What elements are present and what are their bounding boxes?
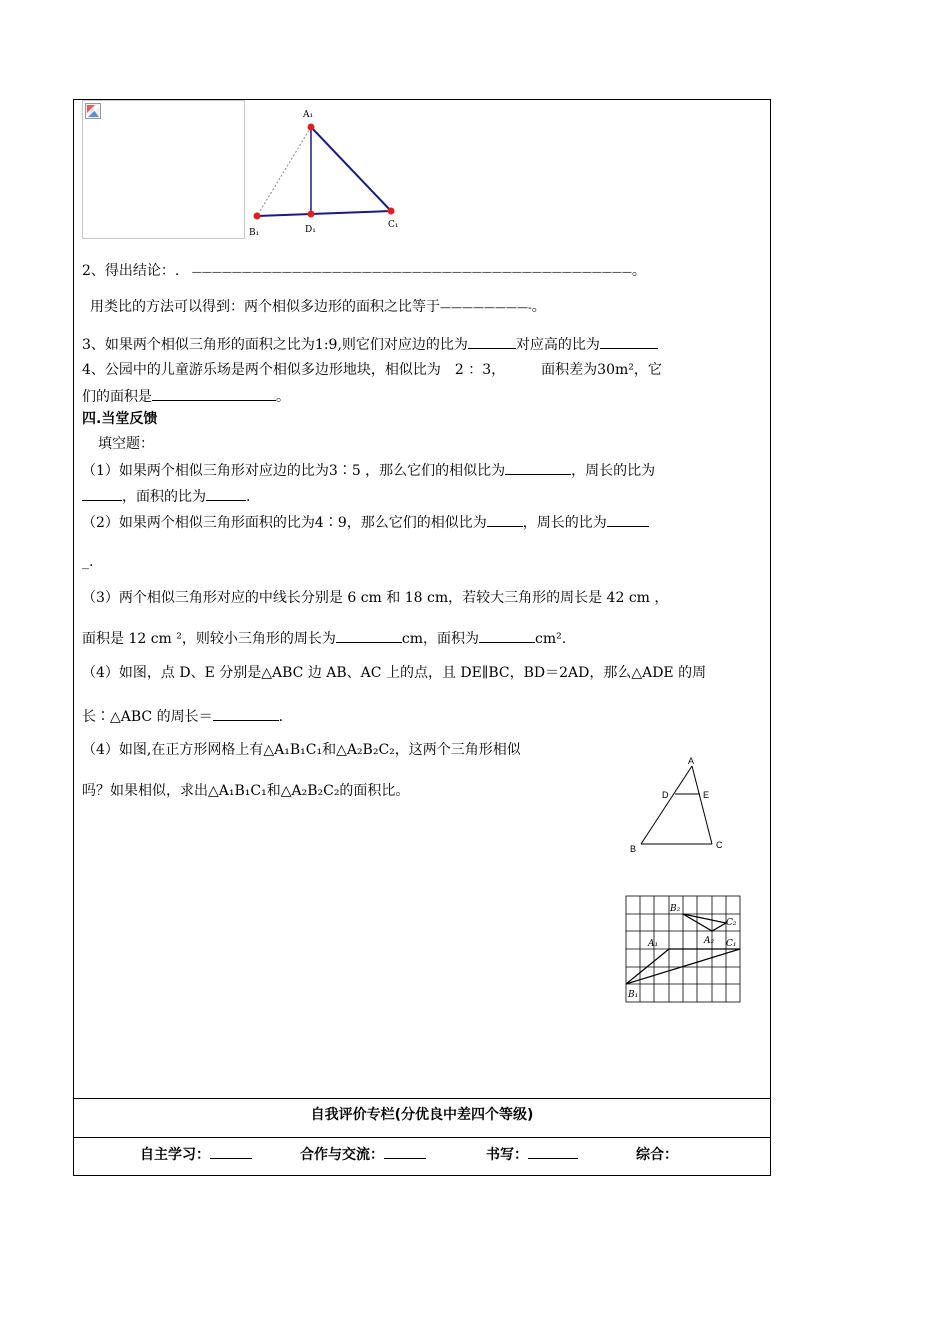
analogy-text: 用类比的方法可以得到：两个相似多边形的面积之比等于 [90,299,440,315]
p1-text-b: ，周长的比为 [571,463,656,479]
eval-writing [486,1144,578,1164]
problem-1-line2 [82,486,250,506]
q4-text-line2: 们的面积是 [82,389,152,405]
broken-image-icon [85,103,101,119]
p2-blank-similarity[interactable] [487,512,523,527]
q4-text-a: 4、公园中的儿童游乐场是两个相似多边形地块，相似比为 [82,362,441,378]
problem-5-line1: （4）如图,在正方形网格上有△A₁B₁C₁和△A₂B₂C₂，这两个三角形相似 [82,742,521,758]
side-a1c1 [311,127,391,211]
question-4-line1 [82,361,662,379]
label-c2: C₂ [726,918,737,928]
q4-blank-areas[interactable] [152,386,276,401]
side-ab [641,766,692,844]
conclusion-prefix: 2、得出结论：. [82,263,180,279]
question-3 [82,334,658,354]
eval-self-study [140,1144,252,1164]
label-d: D [662,790,669,800]
p4-text-b: . [278,709,284,725]
label-a: A [688,756,695,766]
q4-line2-end: 。 [276,389,290,405]
evaluation-title: 自我评价专栏(分优良中差四个等级) [310,1107,534,1123]
point-b1 [254,213,261,220]
problem-3-line1: （3）两个相似三角形对应的中线长分别是 6 cm 和 18 cm，若较大三角形的周长是 42 cm ， [82,590,669,606]
p1-blank-similarity[interactable] [505,460,571,475]
q3-blank-height-ratio[interactable] [600,334,658,349]
p3-text-b: cm，面积为 [401,631,480,647]
eval-overall [636,1144,678,1164]
p1-blank-perimeter[interactable] [82,486,122,501]
p1-text-a: （1）如果两个相似三角形对应边的比为3∶5 ，那么它们的相似比为 [82,463,506,479]
eval-self-study-blank[interactable] [210,1144,252,1159]
problem-2-line2: _. [82,554,94,570]
problem-4-line2 [82,706,283,726]
section-4-title: 四.当堂反馈 [82,411,158,427]
label-c1: C₁ [726,939,737,949]
p1-blank-area[interactable] [206,486,246,501]
evaluation-divider-middle [73,1137,771,1138]
image-placeholder [82,100,245,239]
eval-writing-blank[interactable] [528,1144,578,1159]
eval-self-study-label: 自主学习： [140,1147,210,1163]
p4-text-a: 长∶△ABC 的周长＝ [82,709,213,725]
label-c: C [716,840,723,850]
label-b: B [630,844,637,854]
label-b1: B₁ [249,228,260,238]
analogy-line [90,298,546,317]
section-4-subtitle: 填空题： [98,436,154,452]
q4-area-diff: 面积差为30m²，它 [541,362,662,378]
q4-ratio: 2 ：3， [454,362,506,378]
triangle-figure-1 [245,104,415,240]
side-ac [692,766,712,844]
q3-text-a: 3、如果两个相似三角形的面积之比为1:9,则它们对应边的比为 [82,337,468,353]
q3-text-b: 对应高的比为 [515,337,600,353]
triangle-figure-2 [626,756,736,856]
point-a1 [308,124,315,131]
label-d1: D₁ [305,225,316,235]
conclusion-line [82,262,646,282]
p3-blank-area[interactable] [479,628,535,643]
problem-5-line2: 吗？如果相似，求出△A₁B₁C₁和△A₂B₂C₂的面积比。 [82,783,410,799]
p3-text-c: cm². [535,631,567,647]
problem-2-line1 [82,512,649,532]
p1-text-c: ，面积的比为 [122,489,206,505]
p4-blank-ratio[interactable] [213,706,279,721]
q3-blank-edge-ratio[interactable] [468,334,516,349]
p2-text-b: ，周长的比为 [522,515,607,531]
label-a1: A₁ [648,939,659,949]
evaluation-divider-top [73,1098,771,1099]
p2-text-a: （2）如果两个相似三角形面积的比为4∶9，那么它们的相似比为 [82,515,487,531]
p3-text-a: 面积是 12 cm ²，则较小三角形的周长为 [82,631,336,647]
p2-blank-perimeter[interactable] [607,512,649,527]
eval-cooperation-blank[interactable] [384,1144,426,1159]
grid-figure [624,893,744,1005]
label-e: E [703,790,710,800]
eval-writing-label: 书写： [486,1147,528,1163]
p3-blank-perimeter[interactable] [336,628,402,643]
analogy-end: 。 [531,299,546,315]
problem-3-line2 [82,628,566,648]
eval-cooperation-label: 合作与交流： [300,1147,384,1163]
p1-text-d: . [246,489,251,505]
point-d1 [308,211,315,218]
label-b2: B₂ [670,904,681,914]
point-c1 [388,208,395,215]
eval-overall-label: 综合： [636,1147,678,1163]
conclusion-dashes: ———————————————————————————————————————————— [191,267,632,278]
eval-cooperation [300,1144,426,1164]
label-a2: A₂ [704,936,715,946]
side-b1c1 [257,211,391,216]
label-a1: A₁ [303,110,314,120]
label-c1: C₁ [388,220,399,230]
conclusion-end: 。 [631,263,646,279]
label-b1: B₁ [628,990,639,1000]
question-4-line2 [82,386,290,406]
triangle-a2b2c2 [683,914,726,931]
problem-1-line1 [82,460,655,480]
dotted-side-a1b1 [257,127,311,216]
analogy-dashes: ————————- [440,301,532,314]
problem-4-line1: （4）如图，点 D、E 分别是△ABC 边 AB、AC 上的点，且 DE∥BC，BD＝2AD，那么△ADE 的周 [82,665,707,681]
